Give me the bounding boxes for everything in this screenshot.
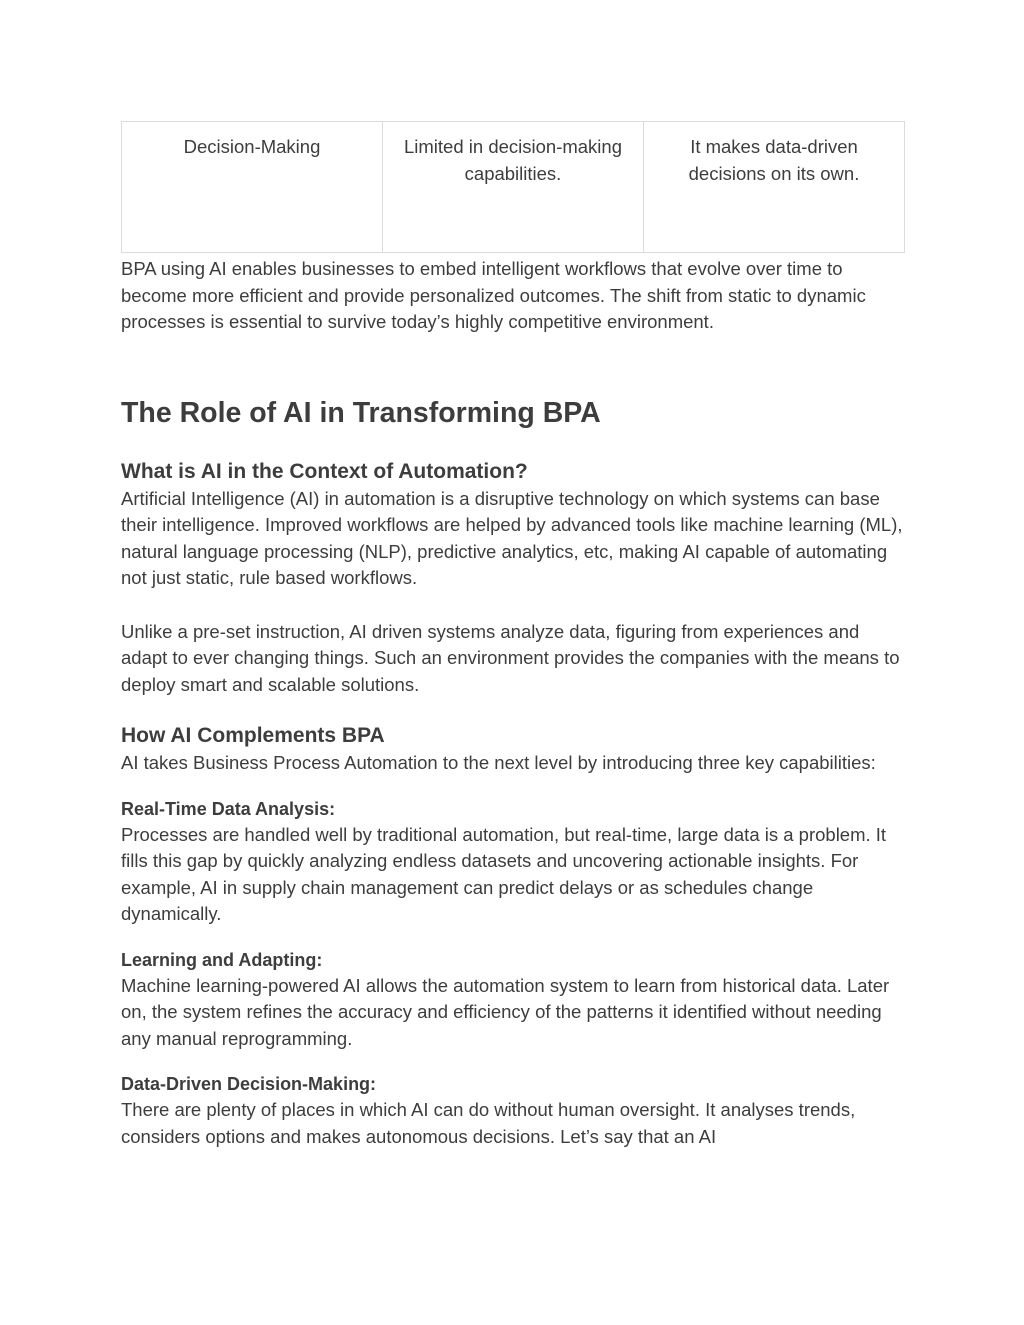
capability-title-realtime: Real-Time Data Analysis: <box>121 798 336 819</box>
intro-paragraph: BPA using AI enables businesses to embed intelligent workflows that evolve over time to become more efficient and provide personalized outcomes. The shift from static to dynamic processes is essential to survive today’s highly competitive environment. <box>121 258 866 332</box>
paragraph-ai-definition: Artificial Intelligence (AI) in automation is a disruptive technology on which systems can base their intelligence. Improved workflows are helped by advanced tools like machine learning (ML), natural language processing (NLP), predictive analytics, etc, making AI capable of automating not just static, rule based workflows. <box>121 487 903 588</box>
table-row <box>122 122 905 253</box>
table-cell-feature: Decision-Making <box>122 122 383 253</box>
document-page <box>121 121 905 1150</box>
capability-title-learning: Learning and Adapting: <box>121 949 323 970</box>
capability-text-decisions: There are plenty of places in which AI can do without human oversight. It analyses trends, considers options and makes autonomous decisions. Let’s say that an AI <box>121 1099 856 1147</box>
capability-title-decisions: Data-Driven Decision-Making: <box>121 1074 377 1094</box>
capability-text-realtime: Processes are handled well by traditional automation, but real-time, large data is a problem. It fills this gap by quickly analyzing endless datasets and uncovering actionable insights. For example, AI in supply chain management can predict delays or as schedules change dynamically. <box>121 823 887 924</box>
section-title: The Role of AI in Transforming BPA <box>121 396 601 429</box>
subsection-title-ai-context: What is AI in the Context of Automation? <box>121 459 528 483</box>
table-cell-ai: It makes data-driven decisions on its own. <box>644 122 905 253</box>
paragraph-ai-driven-systems: Unlike a pre-set instruction, AI driven systems analyze data, figuring from experiences and adapt to ever changing things. Such an environment provides the companies with the means to deploy smart and scalable solutions. <box>121 620 900 695</box>
table-cell-traditional: Limited in decision-making capabilities. <box>383 122 644 253</box>
comparison-table <box>121 121 905 253</box>
capability-text-learning: Machine learning-powered AI allows the automation system to learn from historical data. Later on, the system refines the accuracy and efficiency of the patterns it identified without needing any manual reprogramming. <box>121 974 890 1049</box>
paragraph-capabilities-intro: AI takes Business Process Automation to the next level by introducing three key capabilities: <box>121 752 876 773</box>
subsection-title-ai-complements: How AI Complements BPA <box>121 724 385 747</box>
